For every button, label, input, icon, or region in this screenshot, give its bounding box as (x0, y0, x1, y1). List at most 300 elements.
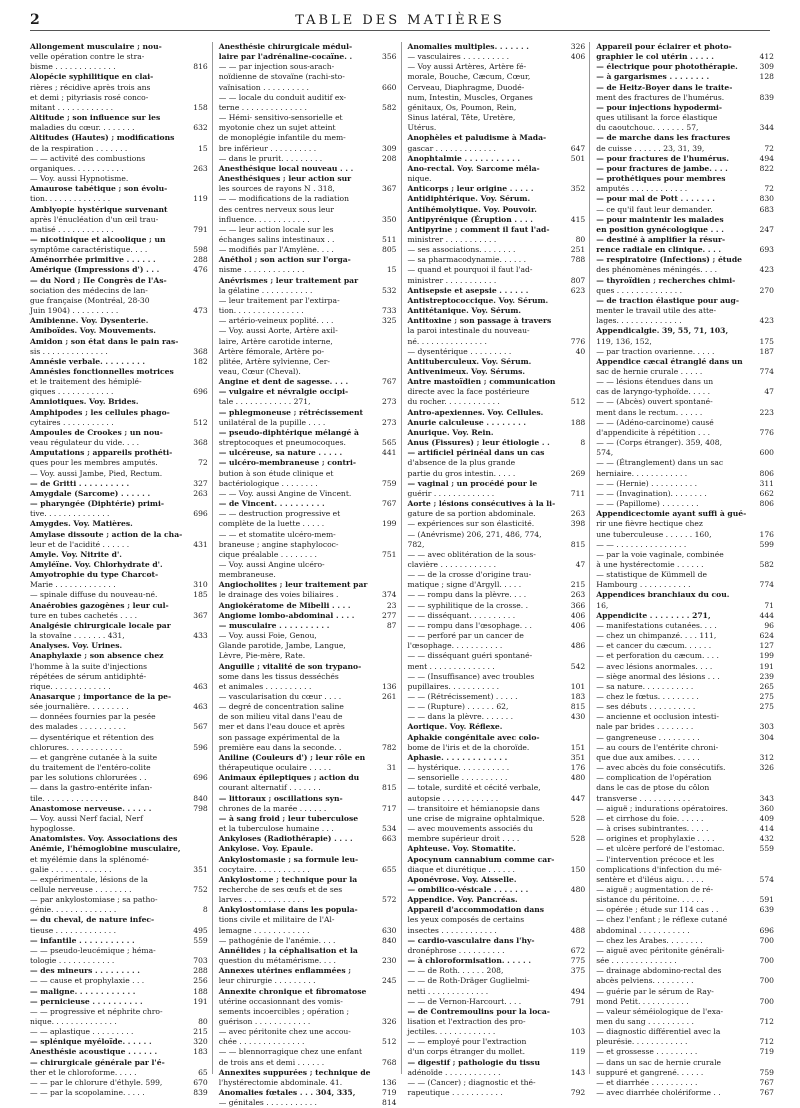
entry-page-ref: 288 (193, 255, 208, 265)
index-entry (408, 722, 586, 732)
entry-text: Amblyopie hystérique survenant (30, 204, 168, 214)
index-entry (596, 215, 774, 225)
index-entry (219, 824, 397, 834)
entry-text: — sa nature. . . . . . . . . . . (596, 681, 694, 691)
index-entry (596, 1047, 774, 1057)
index-entry (30, 83, 208, 93)
index-entry (596, 885, 774, 895)
entry-text: — (Anévrisme) 206, 271, 486, 774, (407, 529, 542, 539)
entry-page-ref: 774 (759, 367, 774, 376)
entry-text: répétées de sérum antidiphté- (30, 671, 147, 681)
entry-text: — par ankylostomiase ; sa patho- (30, 895, 158, 905)
entry-text: 119, 136, 152, (596, 336, 652, 346)
index-entry (596, 662, 774, 672)
index-entry (596, 987, 774, 997)
entry-text: une tuberculeuse . . . . . . 160, (596, 529, 712, 539)
entry-page-ref (758, 885, 774, 895)
index-entry (30, 133, 208, 143)
entry-text: — — (Papillome) . . . . . . . . (596, 499, 699, 509)
entry-page-ref: 406 (570, 610, 586, 620)
entry-text: Amniotiques. Voy. Brides. (30, 397, 139, 407)
index-entry (30, 753, 208, 763)
entry-text: — artério-veineux poplité. . . . (218, 316, 334, 326)
entry-text: Antitoxine ; son passage à travers (407, 316, 552, 326)
entry-text: de son milieu vital dans l'eau de (218, 712, 343, 722)
index-entry (596, 783, 774, 793)
entry-page-ref: 591 (759, 895, 774, 905)
index-entry (219, 144, 397, 154)
entry-page-ref (381, 489, 397, 499)
entry-text: — de traction élastique pour aug- (596, 295, 739, 305)
entry-page-ref: 696 (193, 773, 208, 783)
entry-text: — données fournies par la pesée (30, 712, 156, 722)
entry-page-ref: 840 (193, 793, 208, 803)
entry-text: — artificiel périnéal dans un cas (407, 448, 545, 458)
entry-page-ref (192, 550, 208, 560)
index-entry (596, 743, 774, 753)
entry-page-ref: 247 (759, 224, 774, 234)
index-entry (30, 499, 208, 509)
entry-page-ref: 96 (764, 620, 774, 630)
entry-text: Sinus latéral, Tête, Uretère, (407, 113, 516, 123)
entry-text: — ancienne et occlusion intesti- (596, 712, 719, 722)
entry-page-ref: 433 (193, 631, 208, 641)
index-entry (219, 570, 397, 580)
entry-page-ref: 624 (759, 631, 774, 641)
entry-text: Anesthésiques ; leur action sur (218, 174, 352, 184)
entry-text: jectiles. . . . . . . . . . . . . (407, 1027, 496, 1037)
index-entry (408, 347, 586, 357)
index-entry (596, 408, 774, 418)
entry-page-ref (569, 976, 585, 986)
entry-text: — vasculaires . . . . . . . . . . (407, 52, 510, 62)
entry-page-ref (381, 387, 397, 397)
entry-text: leur chirurgie . . . . . . . . . (218, 976, 316, 986)
entry-text: Amibienne. Voy. Dysenterie. (30, 316, 149, 326)
entry-text: Amygdes. Voy. Matières. (30, 519, 133, 529)
index-entry (596, 245, 774, 255)
entry-text: amputés . . . . . . . . . . . . (596, 184, 688, 194)
index-entry (596, 550, 774, 560)
entry-text: rique. . . . . . . . . . . . . (30, 681, 111, 691)
index-entry (30, 164, 208, 174)
index-entry (219, 855, 397, 865)
entry-page-ref (192, 560, 208, 570)
index-entry (30, 519, 208, 529)
index-entry (596, 205, 774, 215)
entry-text: — pour mal de Pott . . . . . . . (596, 194, 715, 204)
entry-text: sistance du péritoine. . . . . . (596, 895, 704, 905)
entry-page-ref: 309 (382, 143, 397, 153)
entry-page-ref (758, 296, 774, 306)
index-entry (408, 936, 586, 946)
index-entry (219, 794, 397, 804)
entry-page-ref (569, 458, 585, 468)
index-entry (408, 428, 586, 438)
entry-page-ref: 632 (193, 123, 208, 133)
entry-page-ref (569, 103, 585, 113)
index-entry (219, 72, 397, 82)
entry-page-ref (381, 631, 397, 641)
entry-page-ref (381, 1047, 397, 1057)
index-entry (596, 966, 774, 976)
index-entry (219, 712, 397, 722)
index-entry (596, 164, 774, 174)
index-entry (219, 1098, 397, 1108)
entry-page-ref (381, 855, 397, 865)
entry-text: Anastomose nerveuse. . . . . . (30, 803, 152, 813)
entry-text: menter le travail utile des atte- (596, 306, 717, 316)
entry-page-ref: 463 (193, 681, 208, 691)
entry-page-ref (758, 438, 774, 448)
entry-text: — modifiés par l'Amylène. . . . (218, 245, 334, 255)
entry-page-ref (192, 753, 208, 763)
entry-text: — — activité des combustions (30, 153, 146, 163)
index-entry (219, 1017, 397, 1027)
entry-page-ref (569, 733, 585, 743)
index-entry (408, 966, 586, 976)
entry-page-ref (381, 794, 397, 804)
entry-page-ref (569, 530, 585, 540)
entry-page-ref (569, 855, 585, 865)
entry-page-ref (192, 286, 208, 296)
entry-page-ref (758, 783, 774, 793)
index-entry (219, 205, 397, 215)
index-entry (596, 469, 774, 479)
entry-text: — — avec oblitération de la sous- (407, 549, 536, 559)
entry-page-ref: 8 (202, 905, 208, 915)
entry-text: graphier le col utérin . . . . . (596, 52, 714, 62)
index-entry (219, 926, 397, 936)
entry-text: sac de hernie crurale . . . . . (596, 367, 703, 376)
index-entry (408, 540, 586, 550)
index-entry (596, 316, 774, 326)
entry-text: de monoplégie infantile du mem- (218, 133, 346, 143)
entry-page-ref: 343 (759, 793, 774, 803)
entry-page-ref (569, 72, 585, 82)
entry-page-ref: 119 (193, 194, 208, 204)
entry-page-ref: 751 (382, 549, 397, 559)
index-entry (30, 62, 208, 72)
entry-text: nique. . . . . . . . . . . . . . (30, 1017, 117, 1026)
entry-text: Anévrismes ; leur traitement par (218, 275, 359, 285)
entry-page-ref (381, 570, 397, 580)
index-entry (408, 621, 586, 631)
entry-page-ref: 325 (382, 316, 397, 326)
index-entry (596, 601, 774, 611)
entry-page-ref (569, 651, 585, 661)
entry-page-ref (192, 895, 208, 905)
index-entry (219, 1078, 397, 1088)
entry-text: et le traitement des hémiplé- (30, 377, 142, 387)
entry-text: — — locale du conduit auditif ex- (218, 92, 347, 102)
index-entry (30, 651, 208, 661)
index-entry (30, 215, 208, 225)
entry-text: diaque et diurétique . . . . . . (407, 864, 515, 874)
index-entry (30, 712, 208, 722)
entry-page-ref: 72 (764, 184, 774, 194)
entry-text: — avec abcès du foie consécutifs. (596, 763, 726, 773)
entry-page-ref: 15 (198, 143, 208, 153)
entry-page-ref: 791 (570, 996, 586, 1006)
entry-page-ref: 488 (570, 925, 586, 935)
entry-text: — Voy. aussi Angine ulcéro- (218, 559, 325, 569)
entry-page-ref: 431 (193, 539, 208, 549)
index-entry (30, 205, 208, 215)
entry-text: bactériologique . . . . . . . . (218, 478, 318, 488)
entry-text: Amphipodes ; les cellules phago- (30, 407, 170, 417)
entry-text: — — (Rétrécissement) . . . . . (407, 692, 518, 701)
entry-text: — à chloroformisation. . . . . . (407, 956, 531, 966)
index-entry (219, 753, 397, 763)
entry-text: Antipyrénique (Éruption . . . . (407, 214, 533, 224)
entry-page-ref: 87 (386, 620, 397, 630)
entry-page-ref: 776 (759, 427, 774, 437)
index-entry (219, 42, 397, 52)
entry-text: matique ; signe d'Argyll. . . . . (407, 580, 522, 590)
entry-page-ref: 792 (570, 1088, 586, 1098)
index-entry (596, 621, 774, 631)
entry-page-ref: 567 (193, 722, 208, 732)
entry-page-ref: 719 (759, 1047, 774, 1057)
index-entry (596, 357, 774, 367)
entry-text: Antisepsie et asepsie . . . . . . (407, 285, 529, 295)
entry-text: Amnésie verbale. . . . . . . . . (30, 356, 146, 366)
index-entry (30, 743, 208, 753)
entry-text: une crise de migraine ophtalmique. (407, 813, 545, 823)
index-entry (408, 62, 586, 72)
index-entry (408, 489, 586, 499)
entry-text: — et diarrhée . . . . . . . . . . (596, 1077, 698, 1087)
entry-page-ref: 840 (382, 935, 397, 945)
entry-text: gue française (Montréal, 28-30 (30, 295, 150, 305)
index-entry (596, 722, 774, 732)
index-entry (219, 174, 397, 184)
index-entry (30, 509, 208, 519)
entry-text: — — par la scopolamine. . . . . (30, 1088, 145, 1098)
entry-text: de cuisse . . . . . . 23, 31, 39, (596, 143, 705, 153)
index-entry (30, 530, 208, 540)
entry-page-ref: 814 (382, 1098, 397, 1108)
entry-text: Antitétanique. Voy. Sérum. (407, 306, 522, 316)
entry-page-ref: 312 (759, 752, 774, 762)
entry-text: — gangreneuse . . . . . . . . . (596, 732, 700, 742)
entry-page-ref: 309 (759, 62, 774, 72)
entry-page-ref: 473 (193, 306, 208, 316)
index-entry (408, 337, 586, 347)
entry-text: — avec diarrhée cholériforme . . (596, 1088, 721, 1098)
index-entry (30, 418, 208, 428)
entry-page-ref: 703 (193, 956, 208, 966)
entry-page-ref (192, 733, 208, 743)
entry-text: Angiokératome de Mibelli . . . . (218, 600, 351, 610)
index-entry (596, 763, 774, 773)
entry-page-ref (758, 326, 774, 336)
entry-page-ref (381, 814, 397, 824)
index-entry (30, 296, 208, 306)
entry-text: — — blennorragique chez une enfant (218, 1047, 363, 1057)
entry-page-ref: 441 (382, 448, 397, 458)
entry-text: — du Nord ; IIe Congrès de l'As- (30, 275, 167, 285)
index-entry (596, 753, 774, 763)
index-entry (596, 946, 774, 956)
index-entry (408, 865, 586, 875)
entry-text: — chez un chimpanzé. . . . 111, (596, 631, 717, 641)
entry-page-ref (381, 1068, 397, 1078)
index-entry (219, 387, 397, 397)
index-entry (596, 1027, 774, 1037)
index-entry (30, 1068, 208, 1078)
index-entry (408, 580, 586, 590)
entry-page-ref (569, 265, 585, 275)
entry-page-ref (192, 215, 208, 225)
entry-text: Anasarque ; importance de la pe- (30, 692, 172, 701)
entry-page-ref: 768 (382, 1057, 397, 1067)
index-entry (30, 154, 208, 164)
entry-page-ref: 80 (198, 1017, 208, 1026)
entry-text: abcès pelviens. . . . . . . . . (596, 976, 694, 986)
entry-text: Annexite chronique et fibromatose (218, 986, 367, 996)
entry-page-ref: 31 (386, 763, 397, 773)
entry-page-ref: 647 (570, 143, 586, 153)
entry-page-ref (758, 987, 774, 997)
index-entry (408, 377, 586, 387)
index-entry (408, 550, 586, 560)
entry-text: Artère fémorale, Artère po- (218, 346, 325, 356)
entry-text: netti . . . . . . . . . . . . . (407, 986, 489, 996)
entry-text: — — (Adéno-carcinome) causé (596, 417, 714, 427)
index-entry (408, 72, 586, 82)
index-entry (219, 265, 397, 275)
index-entry (219, 966, 397, 976)
entry-text: Allongement musculaire ; nou- (30, 42, 162, 51)
entry-text: — thyroïdien ; recherches chimi- (596, 275, 736, 285)
index-entry (219, 347, 397, 357)
entry-text: — par traction ovarienne. . . . . (596, 346, 715, 356)
entry-page-ref (569, 499, 585, 509)
entry-page-ref: 273 (382, 397, 397, 407)
entry-text: génitaux, Os, Poumon, Rein, (407, 102, 517, 112)
index-entry (219, 316, 397, 326)
entry-text: — pour fractures de jambe. . . . (596, 163, 728, 173)
entry-page-ref (192, 875, 208, 885)
index-entry (596, 62, 774, 72)
entry-page-ref: 662 (759, 488, 774, 498)
index-entry (596, 509, 774, 519)
entry-page-ref: 412 (759, 52, 774, 62)
entry-text: Aphteuse. Voy. Stomatite. (407, 844, 516, 854)
entry-text: Altitude ; son influence sur les (30, 113, 161, 123)
entry-page-ref: 733 (382, 306, 397, 316)
entry-page-ref: 310 (193, 580, 208, 590)
entry-page-ref: 351 (193, 864, 208, 874)
index-entry (408, 641, 586, 651)
entry-page-ref (758, 133, 774, 143)
index-entry (30, 682, 208, 692)
index-entry (596, 540, 774, 550)
index-entry (408, 458, 586, 468)
entry-page-ref (381, 337, 397, 347)
entry-text: — — de Roth-Dräger Guglielmi- (407, 976, 530, 986)
index-entry (30, 438, 208, 448)
entry-text: que due aux amibes. . . . . . (596, 752, 700, 762)
entry-text: Antidiphtérique. Voy. Sérum. (407, 194, 531, 204)
entry-page-ref: 822 (759, 163, 774, 173)
index-entry (219, 875, 397, 885)
index-entry (219, 245, 397, 255)
entry-page-ref (758, 855, 774, 865)
entry-page-ref: 788 (570, 255, 586, 265)
entry-page-ref (192, 448, 208, 458)
entry-page-ref (758, 1007, 774, 1017)
entry-text: Aniline (Couleurs d') ; leur rôle en (218, 752, 366, 762)
entry-page-ref (758, 865, 774, 875)
index-entry (219, 133, 397, 143)
entry-text: les sources de rayons N . 318, (218, 184, 335, 194)
entry-text: Ampoules de Crookes ; un nou- (30, 427, 163, 437)
index-entry (30, 194, 208, 204)
entry-text: — ce qu'il faut leur demander. (596, 204, 713, 214)
entry-page-ref: 830 (759, 194, 774, 204)
entry-page-ref (381, 1007, 397, 1017)
entry-page-ref (192, 93, 208, 103)
index-entry (30, 773, 208, 783)
entry-text: bre inférieur . . . . . . . . . . (218, 143, 317, 153)
index-entry (408, 438, 586, 448)
entry-text: — — de la crosse d'origine trau- (407, 570, 532, 580)
entry-text: num, Intestin, Muscles, Organes (407, 92, 533, 102)
entry-text: — pour fractures de l'humérus. (596, 153, 729, 163)
entry-page-ref (381, 194, 397, 204)
entry-text: veau, Cœur (Cheval). (218, 367, 301, 376)
entry-page-ref (758, 915, 774, 925)
entry-text: Apocynum cannabium comme car- (407, 854, 555, 864)
entry-text: ment des fractures de l'humérus. (596, 92, 725, 102)
entry-page-ref: 414 (759, 824, 774, 834)
index-entry (408, 113, 586, 123)
entry-text: du rocher. . . . . . . . . . . . (407, 397, 500, 407)
index-entry (408, 174, 586, 184)
index-entry (30, 692, 208, 702)
entry-text: après l'énucléation d'un œil trau- (30, 214, 159, 224)
entry-text: — vaginal ; un procédé pour le (407, 478, 538, 488)
index-entry (219, 326, 397, 336)
entry-text: Antituberculeux. Voy. Sérum. (407, 356, 532, 366)
index-entry (30, 326, 208, 336)
index-entry (219, 154, 397, 164)
index-entry (30, 367, 208, 377)
index-entry (30, 946, 208, 956)
index-entry (219, 946, 397, 956)
entry-text: — origines et prophylaxie . . . . (596, 834, 715, 844)
entry-text: — pharyngée (Diphtérie) primi- (30, 499, 164, 509)
entry-page-ref (381, 255, 397, 265)
index-entry (596, 936, 774, 946)
index-entry (596, 773, 774, 783)
entry-page-ref: 176 (759, 529, 774, 539)
entry-page-ref: 806 (759, 468, 774, 478)
index-entry (596, 479, 774, 489)
index-entry (408, 144, 586, 154)
entry-page-ref: 143 (570, 1067, 586, 1077)
entry-page-ref (381, 93, 397, 103)
entry-page-ref: 304 (759, 732, 774, 742)
entry-text: ques utilisant la force élastique (596, 113, 718, 123)
index-entry (408, 794, 586, 804)
index-entry (219, 123, 397, 133)
entry-text: — — disséquant. . . . . . . . . . (407, 610, 516, 620)
entry-text: — — (Étranglement) dans un sac (596, 458, 724, 468)
